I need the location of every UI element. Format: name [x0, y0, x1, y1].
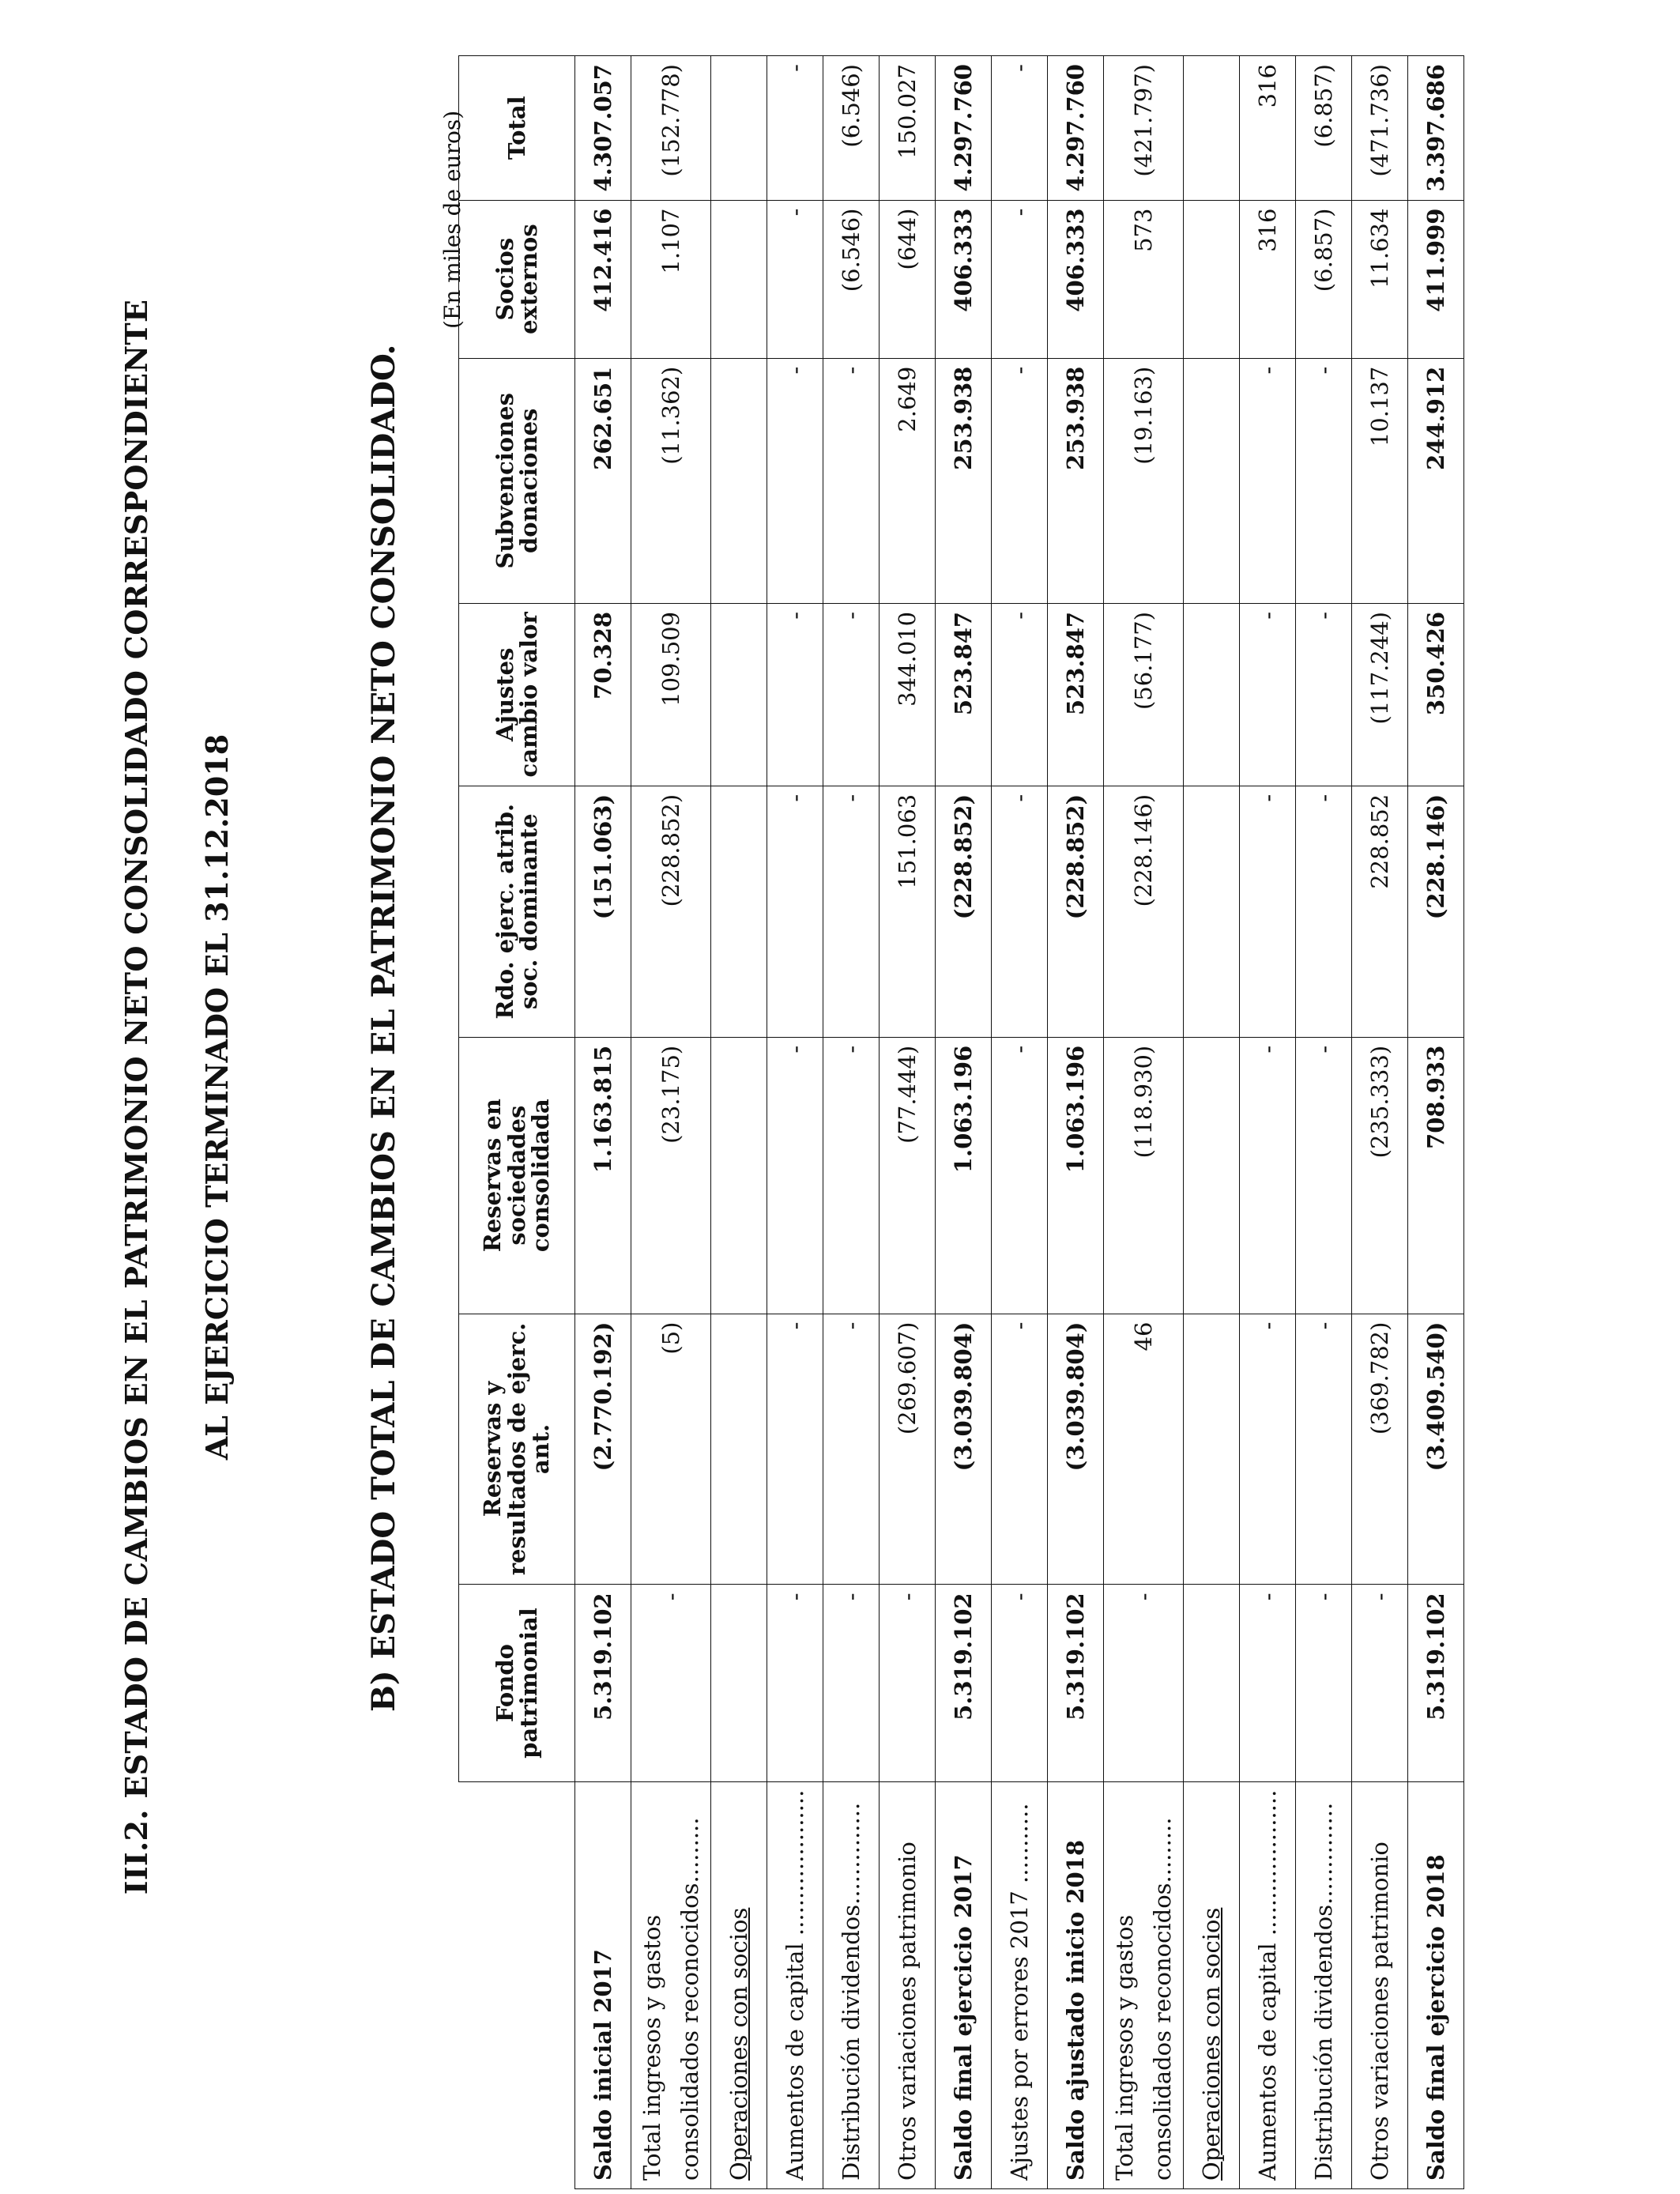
- value-cell: -: [823, 1037, 880, 1314]
- value-cell: (228.146): [1408, 786, 1464, 1037]
- value-cell: -: [823, 358, 880, 603]
- col-header: Total: [459, 56, 575, 201]
- row-label-cell: [1048, 1781, 1104, 2188]
- value-cell: 316: [1240, 56, 1296, 201]
- row-label: Distribución dividendos..............: [1310, 1802, 1337, 2181]
- value-cell: 10.137: [1352, 358, 1408, 603]
- value-cell: -: [767, 1314, 823, 1585]
- value-cell: (644): [880, 200, 936, 358]
- row-label-cell: [1104, 1781, 1184, 2188]
- value-cell: 1.163.815: [575, 1037, 631, 1314]
- value-cell: 708.933: [1408, 1037, 1464, 1314]
- row-label: Otros variaciones patrimonio: [894, 1842, 921, 2181]
- row-label-cell: [1240, 1781, 1296, 2188]
- value-cell: 316: [1240, 200, 1296, 358]
- page-title-line2: AL EJERCICIO TERMINADO EL 31.12.2018: [199, 733, 235, 1461]
- value-cell: (151.063): [575, 786, 631, 1037]
- value-cell: -: [767, 786, 823, 1037]
- row-label-continued: consolidados reconocidos.........: [676, 1817, 703, 2181]
- value-cell: 406.333: [1048, 200, 1104, 358]
- value-cell: (3.039.804): [1048, 1314, 1104, 1585]
- value-cell: -: [767, 200, 823, 358]
- value-cell: 1.063.196: [936, 1037, 992, 1314]
- col-header: Ajustes cambio valor: [459, 603, 575, 786]
- value-cell: -: [823, 603, 880, 786]
- row-label: Operaciones con socios: [725, 1907, 752, 2181]
- row-label-continued: consolidados reconocidos.........: [1149, 1817, 1176, 2181]
- value-cell: [1184, 1314, 1240, 1585]
- value-cell: [711, 1314, 767, 1585]
- table-body: [575, 56, 1464, 2189]
- row-label: Distribución dividendos..............: [838, 1802, 864, 2181]
- value-cell: 11.634: [1352, 200, 1408, 358]
- value-cell: 4.307.057: [575, 56, 631, 201]
- value-cell: [711, 1037, 767, 1314]
- row-label-cell: [936, 1781, 992, 2188]
- value-cell: 5.319.102: [1408, 1585, 1464, 1781]
- value-cell: -: [992, 603, 1048, 786]
- row-label: Ajustes por errores 2017 ...........: [1006, 1803, 1033, 2181]
- value-cell: -: [631, 1585, 711, 1781]
- value-cell: 1.063.196: [1048, 1037, 1104, 1314]
- value-cell: [1184, 1585, 1240, 1781]
- unit-note: (En miles de euros): [439, 110, 465, 329]
- page-title-line1: III.2. ESTADO DE CAMBIOS EN EL PATRIMONIO NETO CONSOLIDADO CORRESPONDIENTE: [119, 299, 154, 1895]
- row-label-cell: [1352, 1781, 1408, 2188]
- table-row: [1104, 56, 1184, 2189]
- value-cell: -: [1296, 603, 1352, 786]
- section-title: B) ESTADO TOTAL DE CAMBIOS EN EL PATRIMONIO NETO CONSOLIDADO.: [365, 344, 402, 1712]
- table-row: [631, 56, 711, 2189]
- value-cell: -: [823, 1585, 880, 1781]
- value-cell: (19.163): [1104, 358, 1184, 603]
- row-label-cell: [575, 1781, 631, 2188]
- col-header: Socios externos: [459, 200, 575, 358]
- value-cell: -: [992, 56, 1048, 201]
- value-cell: -: [1240, 1037, 1296, 1314]
- table-row: [1352, 56, 1408, 2189]
- value-cell: -: [992, 1037, 1048, 1314]
- value-cell: -: [1296, 1314, 1352, 1585]
- table-row: [936, 56, 992, 2189]
- value-cell: 109.509: [631, 603, 711, 786]
- value-cell: 4.297.760: [1048, 56, 1104, 201]
- value-cell: -: [1296, 786, 1352, 1037]
- col-header: Rdo. ejerc. atrib. soc. dominante: [459, 786, 575, 1037]
- table-row: [575, 56, 631, 2189]
- value-cell: [1184, 1037, 1240, 1314]
- value-cell: -: [1240, 786, 1296, 1037]
- value-cell: -: [1240, 603, 1296, 786]
- value-cell: 573: [1104, 200, 1184, 358]
- table-row: [767, 56, 823, 2189]
- value-cell: -: [880, 1585, 936, 1781]
- row-label-cell: [1408, 1781, 1464, 2188]
- equity-changes-table: [458, 55, 1464, 2189]
- row-label-cell: [880, 1781, 936, 2188]
- col-header: Fondo patrimonial: [459, 1585, 575, 1781]
- table-row: [1048, 56, 1104, 2189]
- value-cell: (471.736): [1352, 56, 1408, 201]
- value-cell: (5): [631, 1314, 711, 1585]
- value-cell: (23.175): [631, 1037, 711, 1314]
- value-cell: -: [823, 1314, 880, 1585]
- header-row: [459, 56, 575, 2189]
- value-cell: [1184, 603, 1240, 786]
- row-label: Saldo final ejercicio 2018: [1422, 1854, 1449, 2181]
- value-cell: (228.852): [1048, 786, 1104, 1037]
- value-cell: -: [1240, 1314, 1296, 1585]
- value-cell: (6.546): [823, 200, 880, 358]
- value-cell: 151.063: [880, 786, 936, 1037]
- value-cell: 5.319.102: [936, 1585, 992, 1781]
- header-blank: [459, 1781, 575, 2188]
- value-cell: (269.607): [880, 1314, 936, 1585]
- value-cell: 523.847: [1048, 603, 1104, 786]
- value-cell: (118.930): [1104, 1037, 1184, 1314]
- value-cell: 253.938: [1048, 358, 1104, 603]
- value-cell: -: [1104, 1585, 1184, 1781]
- row-label-cell: [767, 1781, 823, 2188]
- value-cell: -: [992, 1585, 1048, 1781]
- value-cell: [711, 603, 767, 786]
- row-label-cell: [631, 1781, 711, 2188]
- row-label-cell: [1296, 1781, 1352, 2188]
- value-cell: (6.546): [823, 56, 880, 201]
- value-cell: [711, 358, 767, 603]
- value-cell: 228.852: [1352, 786, 1408, 1037]
- value-cell: 253.938: [936, 358, 992, 603]
- value-cell: [1184, 56, 1240, 201]
- value-cell: 4.297.760: [936, 56, 992, 201]
- value-cell: (6.857): [1296, 56, 1352, 201]
- value-cell: (369.782): [1352, 1314, 1408, 1585]
- row-label: Operaciones con socios: [1198, 1907, 1225, 2181]
- value-cell: -: [1296, 1585, 1352, 1781]
- value-cell: 5.319.102: [1048, 1585, 1104, 1781]
- value-cell: 344.010: [880, 603, 936, 786]
- value-cell: (228.852): [936, 786, 992, 1037]
- row-label: Total ingresos y gastos: [638, 1914, 665, 2181]
- value-cell: 411.999: [1408, 200, 1464, 358]
- value-cell: (235.333): [1352, 1037, 1408, 1314]
- value-cell: -: [767, 1037, 823, 1314]
- row-label: Total ingresos y gastos: [1111, 1914, 1138, 2181]
- value-cell: (3.039.804): [936, 1314, 992, 1585]
- value-cell: 406.333: [936, 200, 992, 358]
- value-cell: 46: [1104, 1314, 1184, 1585]
- value-cell: -: [767, 56, 823, 201]
- value-cell: [711, 1585, 767, 1781]
- value-cell: [711, 786, 767, 1037]
- table-row: [1240, 56, 1296, 2189]
- value-cell: (152.778): [631, 56, 711, 201]
- value-cell: -: [992, 1314, 1048, 1585]
- row-label-cell: [823, 1781, 880, 2188]
- row-label-cell: [992, 1781, 1048, 2188]
- table-row: [1296, 56, 1352, 2189]
- value-cell: -: [767, 358, 823, 603]
- value-cell: (117.244): [1352, 603, 1408, 786]
- row-label: Aumentos de capital ....................: [782, 1789, 808, 2181]
- value-cell: [711, 200, 767, 358]
- value-cell: (11.362): [631, 358, 711, 603]
- value-cell: (2.770.192): [575, 1314, 631, 1585]
- value-cell: -: [1240, 358, 1296, 603]
- value-cell: 523.847: [936, 603, 992, 786]
- value-cell: 262.651: [575, 358, 631, 603]
- value-cell: -: [1296, 1037, 1352, 1314]
- value-cell: (228.852): [631, 786, 711, 1037]
- row-label: Otros variaciones patrimonio: [1366, 1842, 1393, 2181]
- value-cell: -: [992, 200, 1048, 358]
- value-cell: 412.416: [575, 200, 631, 358]
- value-cell: (228.146): [1104, 786, 1184, 1037]
- value-cell: 5.319.102: [575, 1585, 631, 1781]
- row-label: Saldo ajustado inicio 2018: [1062, 1839, 1089, 2181]
- table-row: [711, 56, 767, 2189]
- value-cell: (77.444): [880, 1037, 936, 1314]
- value-cell: -: [1240, 1585, 1296, 1781]
- value-cell: -: [767, 1585, 823, 1781]
- row-label: Aumentos de capital ....................: [1254, 1789, 1281, 2181]
- value-cell: 350.426: [1408, 603, 1464, 786]
- value-cell: (56.177): [1104, 603, 1184, 786]
- row-label: Saldo final ejercicio 2017: [950, 1854, 977, 2181]
- row-label: Saldo inicial 2017: [590, 1949, 616, 2181]
- value-cell: (421.797): [1104, 56, 1184, 201]
- row-label-cell: [1184, 1781, 1240, 2188]
- value-cell: [1184, 358, 1240, 603]
- value-cell: [1184, 786, 1240, 1037]
- value-cell: -: [1296, 358, 1352, 603]
- table-row: [1408, 56, 1464, 2189]
- value-cell: -: [767, 603, 823, 786]
- value-cell: (6.857): [1296, 200, 1352, 358]
- value-cell: 2.649: [880, 358, 936, 603]
- value-cell: -: [992, 358, 1048, 603]
- col-header: Subvenciones donaciones: [459, 358, 575, 603]
- table-row: [992, 56, 1048, 2189]
- value-cell: (3.409.540): [1408, 1314, 1464, 1585]
- value-cell: 244.912: [1408, 358, 1464, 603]
- value-cell: 70.328: [575, 603, 631, 786]
- value-cell: 3.397.686: [1408, 56, 1464, 201]
- value-cell: 150.027: [880, 56, 936, 201]
- value-cell: -: [823, 786, 880, 1037]
- table-row: [1184, 56, 1240, 2189]
- value-cell: [711, 56, 767, 201]
- table-row: [823, 56, 880, 2189]
- col-header: Reservas en sociedades consolidada: [459, 1037, 575, 1314]
- table-row: [880, 56, 936, 2189]
- col-header: Reservas y resultados de ejerc. ant.: [459, 1314, 575, 1585]
- value-cell: [1184, 200, 1240, 358]
- row-label-cell: [711, 1781, 767, 2188]
- value-cell: 1.107: [631, 200, 711, 358]
- value-cell: -: [1352, 1585, 1408, 1781]
- value-cell: -: [992, 786, 1048, 1037]
